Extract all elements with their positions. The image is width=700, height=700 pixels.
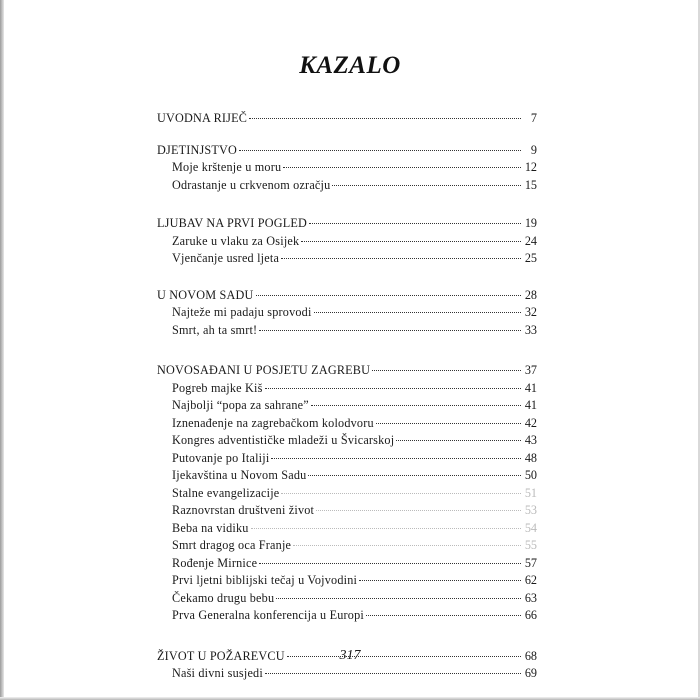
dot-leader — [265, 673, 521, 674]
toc-item-label: Prva Generalna konferencija u Europi — [172, 608, 364, 622]
toc-heading — [157, 142, 537, 160]
dot-leader — [256, 295, 521, 296]
toc-item — [157, 233, 537, 251]
page-title: KAZALO — [299, 52, 401, 79]
toc-item-page: 51 — [524, 485, 537, 500]
toc-item — [157, 250, 537, 268]
dot-leader — [265, 388, 521, 389]
toc-item — [157, 590, 537, 608]
toc-item — [157, 485, 537, 503]
toc-item-label: Prvi ljetni biblijski tečaj u Vojvodini — [172, 573, 358, 587]
toc-heading-label: ŽIVOT U POŽAREVCU — [157, 648, 285, 663]
toc-item-label: Zaruke u vlaku za Osijek — [172, 233, 300, 248]
toc-item-page: 69 — [524, 666, 537, 680]
toc-item — [157, 537, 537, 555]
toc-heading-label: DJETINJSTVO — [157, 142, 238, 157]
toc-item — [157, 177, 537, 195]
toc-item-page: 66 — [524, 608, 537, 622]
toc-heading-page: 9 — [530, 142, 537, 157]
toc-item-label: Naši divni susjedi — [172, 666, 263, 680]
dot-leader — [281, 258, 521, 259]
toc-item-label: Iznenađenje na zagrebačkom kolodvoru — [172, 415, 374, 430]
dot-leader — [283, 167, 521, 168]
toc-heading — [157, 362, 537, 380]
toc-item-page: 32 — [524, 305, 537, 319]
table-of-contents — [157, 110, 537, 683]
toc-heading-page: 68 — [524, 648, 537, 663]
toc-heading-page: 19 — [524, 216, 537, 230]
toc-heading-page: 37 — [524, 363, 537, 377]
toc-item-label: Najbolji “popa za sahrane” — [172, 398, 309, 412]
toc-item — [157, 415, 537, 433]
toc-item-label: Smrt dragog oca Franje — [172, 538, 292, 552]
dot-leader — [309, 223, 521, 224]
toc-item — [157, 159, 537, 177]
page-edge-left — [0, 0, 4, 700]
toc-item-page: 53 — [524, 503, 537, 517]
toc-section — [157, 215, 537, 268]
dot-leader — [396, 440, 521, 441]
toc-item — [157, 397, 537, 415]
toc-item-page: 63 — [524, 590, 537, 605]
toc-section — [157, 142, 537, 195]
toc-item-page: 43 — [524, 433, 537, 447]
toc-item — [157, 572, 537, 590]
toc-item-page: 50 — [524, 468, 537, 482]
dot-leader — [301, 241, 521, 242]
toc-item-label: Vjenčanje usred ljeta — [172, 251, 280, 265]
dot-leader — [372, 370, 521, 371]
page-number: 317 — [339, 648, 361, 663]
dot-leader — [332, 185, 521, 186]
toc-item-page: 33 — [524, 322, 537, 337]
dot-leader — [316, 510, 521, 511]
toc-item-label: Beba na vidiku — [172, 520, 249, 535]
dot-leader — [308, 475, 521, 476]
toc-section — [157, 287, 537, 340]
dot-leader — [281, 493, 521, 494]
toc-heading — [157, 287, 537, 305]
toc-item — [157, 380, 537, 398]
toc-item — [157, 520, 537, 538]
toc-item — [157, 607, 537, 625]
toc-item-page: 15 — [524, 177, 537, 192]
toc-heading-label: LJUBAV NA PRVI POGLED — [157, 216, 308, 230]
toc-section — [157, 362, 537, 625]
toc-item-page: 41 — [524, 380, 537, 395]
toc-item — [157, 467, 537, 485]
toc-heading-label: UVODNA RIJEČ — [157, 111, 248, 125]
toc-item-page: 48 — [524, 450, 537, 465]
toc-item-label: Pogreb majke Kiš — [172, 380, 263, 395]
toc-item-label: Stalne evangelizacije — [172, 485, 280, 500]
toc-item — [157, 502, 537, 520]
toc-item-page: 24 — [524, 233, 537, 248]
toc-item-page: 42 — [524, 415, 537, 430]
dot-leader — [249, 118, 521, 119]
toc-heading-label: U NOVOM SADU — [157, 287, 254, 302]
toc-heading — [157, 110, 537, 128]
dot-leader — [376, 423, 521, 424]
toc-item-label: Kongres adventističke mladeži u Švicarskoj — [172, 433, 395, 447]
toc-item — [157, 304, 537, 322]
toc-item — [157, 665, 537, 683]
toc-item-label: Ijekavština u Novom Sadu — [172, 468, 307, 482]
dot-leader — [314, 312, 521, 313]
toc-item-label: Putovanje po Italiji — [172, 450, 270, 465]
dot-leader — [259, 563, 521, 564]
toc-item — [157, 432, 537, 450]
toc-item-page: 25 — [524, 251, 537, 265]
toc-item — [157, 450, 537, 468]
toc-item-page: 12 — [524, 160, 537, 174]
dot-leader — [271, 458, 521, 459]
toc-item-page: 57 — [524, 555, 537, 570]
toc-item-label: Najteže mi padaju sprovodi — [172, 305, 312, 319]
dot-leader — [366, 615, 521, 616]
dot-leader — [251, 528, 521, 529]
dot-leader — [239, 150, 521, 151]
toc-section — [157, 110, 537, 128]
toc-item — [157, 322, 537, 340]
toc-item-label: Smrt, ah ta smrt! — [172, 322, 258, 337]
toc-item-label: Moje krštenje u moru — [172, 160, 282, 174]
dot-leader — [359, 580, 521, 581]
dot-leader — [311, 405, 521, 406]
toc-item-label: Raznovrstan društveni život — [172, 503, 315, 517]
toc-heading — [157, 215, 537, 233]
dot-leader — [259, 330, 521, 331]
toc-heading-page: 28 — [524, 287, 537, 302]
toc-heading-page: 7 — [530, 111, 537, 125]
dot-leader — [293, 545, 521, 546]
toc-item-page: 54 — [524, 520, 537, 535]
toc-item-page: 62 — [524, 573, 537, 587]
toc-item — [157, 555, 537, 573]
toc-heading-label: NOVOSAĐANI U POSJETU ZAGREBU — [157, 363, 371, 377]
toc-item-page: 41 — [524, 398, 537, 412]
toc-item-label: Čekamo drugu bebu — [172, 590, 275, 605]
toc-item-label: Odrastanje u crkvenom ozračju — [172, 177, 331, 192]
toc-item-label: Rođenje Mirnice — [172, 555, 258, 570]
toc-item-page: 55 — [524, 538, 537, 552]
dot-leader — [276, 598, 521, 599]
